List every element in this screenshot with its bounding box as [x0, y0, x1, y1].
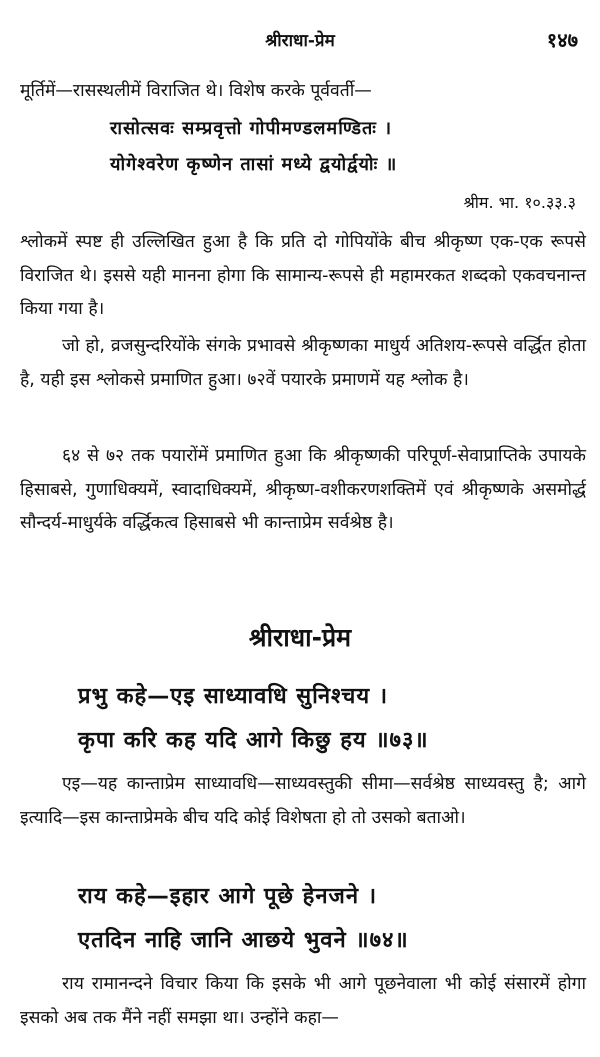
sanskrit-verse-line-2: योगेश्वरेण कृष्णेन तासां मध्ये द्वयोर्द्वयोः ॥: [110, 154, 398, 175]
commentary-74: राय रामानन्दने विचार किया कि इसके भी आगे पूछनेवाला भी कोई संसारमें होगा इसको अब तक मैंने नहीं समझा था। उन्होंने कहा—: [20, 974, 586, 1028]
verse-73-line-1: प्रभु कहे—एइ साध्यावधि सुनिश्चय ।: [78, 684, 389, 709]
page-number: १४७: [546, 28, 578, 52]
verse-citation: श्रीम. भा. १०.३३.३: [463, 193, 576, 212]
sanskrit-verse-line-1: रासोत्सवः सम्प्रवृत्तो गोपीमण्डलमण्डितः ।: [110, 118, 393, 139]
paragraph-1: श्लोकमें स्पष्ट ही उल्लिखित हुआ है कि प्रति दो गोपियोंके बीच श्रीकृष्ण एक-एक रूपसे विराजित थे। इससे यही मानना होगा कि सामान्य-रूपसे ही महामरकत शब्दको एकवचनान्त किया गया है।: [20, 232, 586, 319]
intro-line: मूर्तिमें—रासस्थलीमें विराजित थे। विशेष करके पूर्ववर्ती—: [20, 81, 372, 101]
paragraph-3: ६४ से ७२ तक पयारोंमें प्रमाणित हुआ कि श्रीकृष्णकी परिपूर्ण-सेवाप्राप्तिके उपायके हिसाबसे, गुणाधिक्यमें, स्वादाधिक्यमें, श्रीकृष्ण-वशीकरणशक्तिमें एवं श्रीकृष्णके असमोर्द्ध सौन्दर्य-माधुर्यके वर्द्धिकत्व हिसाबसे भी कान्ताप्रेम सर्वश्रेष्ठ है।: [20, 446, 586, 533]
commentary-73: एइ—यह कान्ताप्रेम साध्यावधि—साध्यवस्तुकी सीमा—सर्वश्रेष्ठ साध्यवस्तु है; आगे इत्यादि—इस कान्ताप्रेमके बीच यदि कोई विशेषता हो तो उसको बताओ।: [20, 774, 586, 828]
section-heading: श्रीराधा-प्रेम: [248, 623, 352, 652]
verse-74-line-1: राय कहे—इहार आगे पूछे हेनजने ।: [78, 884, 378, 909]
running-title: श्रीराधा-प्रेम: [265, 31, 335, 51]
verse-74-line-2: एतदिन नाहि जानि आछये भुवने ॥७४॥: [78, 928, 409, 953]
verse-73-line-2: कृपा करि कह यदि आगे किछु हय ॥७३॥: [78, 728, 429, 753]
paragraph-2: जो हो, व्रजसुन्दरियोंके संगके प्रभावसे श्रीकृष्णका माधुर्य अतिशय-रूपसे वर्द्धित होता है, यही इस श्लोकसे प्रमाणित हुआ। ७२वें पयारके प्रमाणमें यह श्लोक है।: [20, 336, 586, 390]
